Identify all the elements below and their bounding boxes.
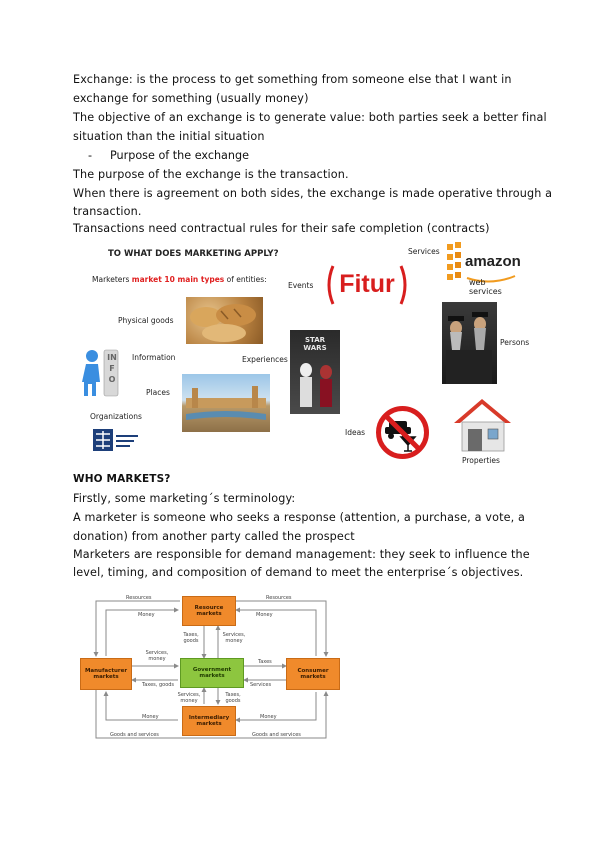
flow-label: Taxes, goods xyxy=(225,692,241,704)
band-icon xyxy=(442,302,497,384)
amazon-logo xyxy=(445,240,520,294)
bullet-text: Purpose of the exchange xyxy=(110,149,249,162)
flow-label: Goods and services xyxy=(110,732,159,738)
bread-image xyxy=(186,297,263,344)
text-line: When there is agreement on both sides, the exchange is made operative through a xyxy=(73,187,553,200)
flow-label: Goods and services xyxy=(252,732,301,738)
label-events: Events xyxy=(288,281,314,290)
flow-label: Resources xyxy=(266,595,292,601)
label-services: Services xyxy=(408,247,440,256)
org-logo-icon xyxy=(92,428,142,452)
text-line: The objective of an exchange is to generate value: both parties seek a better final xyxy=(73,111,547,124)
persons-image xyxy=(442,302,497,384)
subtitle-post: of entities: xyxy=(224,275,267,284)
flow-label: Money xyxy=(260,714,277,720)
flow-label: Money xyxy=(138,612,155,618)
flow-label: Taxes, goods xyxy=(142,682,175,688)
flow-label: Services, money xyxy=(145,650,169,662)
label-places: Places xyxy=(146,388,170,397)
fitur-text: Fitur xyxy=(339,270,395,298)
text-line: Firstly, some marketing´s terminology: xyxy=(73,492,296,505)
text-line: donation) from another party called the prospect xyxy=(73,530,355,543)
bullet-marker: - xyxy=(88,149,93,162)
section-heading: WHO MARKETS? xyxy=(73,473,171,485)
info-figure-image xyxy=(78,346,128,402)
organization-logo xyxy=(92,428,142,452)
label-ideas: Ideas xyxy=(345,428,366,437)
flow-label: Resources xyxy=(126,595,152,601)
text-line: Exchange: is the process to get something from someone else that I want in xyxy=(73,73,512,86)
subtitle-pre: Marketers xyxy=(92,275,132,284)
intermediary-markets-box: Intermediary markets xyxy=(182,706,236,736)
places-image xyxy=(182,374,270,432)
flow-label: Taxes xyxy=(258,659,272,665)
label-organizations: Organizations xyxy=(90,412,142,421)
resource-markets-box: Resource markets xyxy=(182,596,236,626)
text-line: Transactions need contractual rules for their safe completion (contracts) xyxy=(73,222,490,235)
house-icon xyxy=(450,395,515,453)
manufacturer-markets-box: Manufacturer markets xyxy=(80,658,132,690)
label-experiences: Experiences xyxy=(242,355,288,364)
flow-label: Money xyxy=(142,714,159,720)
experiences-image xyxy=(290,330,340,414)
flow-label: Services, money xyxy=(177,692,201,704)
market-flow-diagram xyxy=(80,592,350,742)
plaza-icon xyxy=(182,374,270,432)
webservices-text: web services xyxy=(469,278,502,296)
house-image xyxy=(450,395,515,453)
text-line: situation than the initial situation xyxy=(73,130,265,143)
text-line: exchange for something (usually money) xyxy=(73,92,309,105)
label-information: Information xyxy=(132,353,176,362)
infographic-title: TO WHAT DOES MARKETING APPLY? xyxy=(108,249,279,259)
text-line: level, timing, and composition of demand to meet the enterprise´s objectives. xyxy=(73,566,524,579)
government-markets-box: Government markets xyxy=(180,658,244,688)
fitur-brackets-icon xyxy=(325,262,409,308)
infographic-subtitle xyxy=(92,275,267,284)
flow-label: Money xyxy=(256,612,273,618)
no-drink-drive-sign xyxy=(375,405,430,460)
subtitle-highlight: market 10 main types xyxy=(131,275,225,284)
text-line: A marketer is someone who seeks a response (attention, a purchase, a vote, a xyxy=(73,511,526,524)
label-properties: Properties xyxy=(462,456,500,465)
text-line: transaction. xyxy=(73,205,142,218)
label-persons: Persons xyxy=(500,338,530,347)
flow-label: Services, money xyxy=(222,632,246,644)
bread-icon xyxy=(186,297,263,344)
info-person-icon xyxy=(78,346,128,402)
text-line: The purpose of the exchange is the transaction. xyxy=(73,168,349,181)
info-letters: INFO xyxy=(107,353,117,384)
flow-label: Services xyxy=(250,682,272,688)
text-line: Marketers are responsible for demand management: they seek to influence the xyxy=(73,548,530,561)
no-drink-drive-icon xyxy=(375,405,430,460)
flow-label: Taxes, goods xyxy=(183,632,199,644)
consumer-markets-box: Consumer markets xyxy=(286,658,340,690)
fitur-logo xyxy=(325,262,409,308)
starwars-text: STAR WARS xyxy=(303,336,327,352)
amazon-text: amazon xyxy=(465,253,521,270)
label-physical-goods: Physical goods xyxy=(118,316,174,325)
